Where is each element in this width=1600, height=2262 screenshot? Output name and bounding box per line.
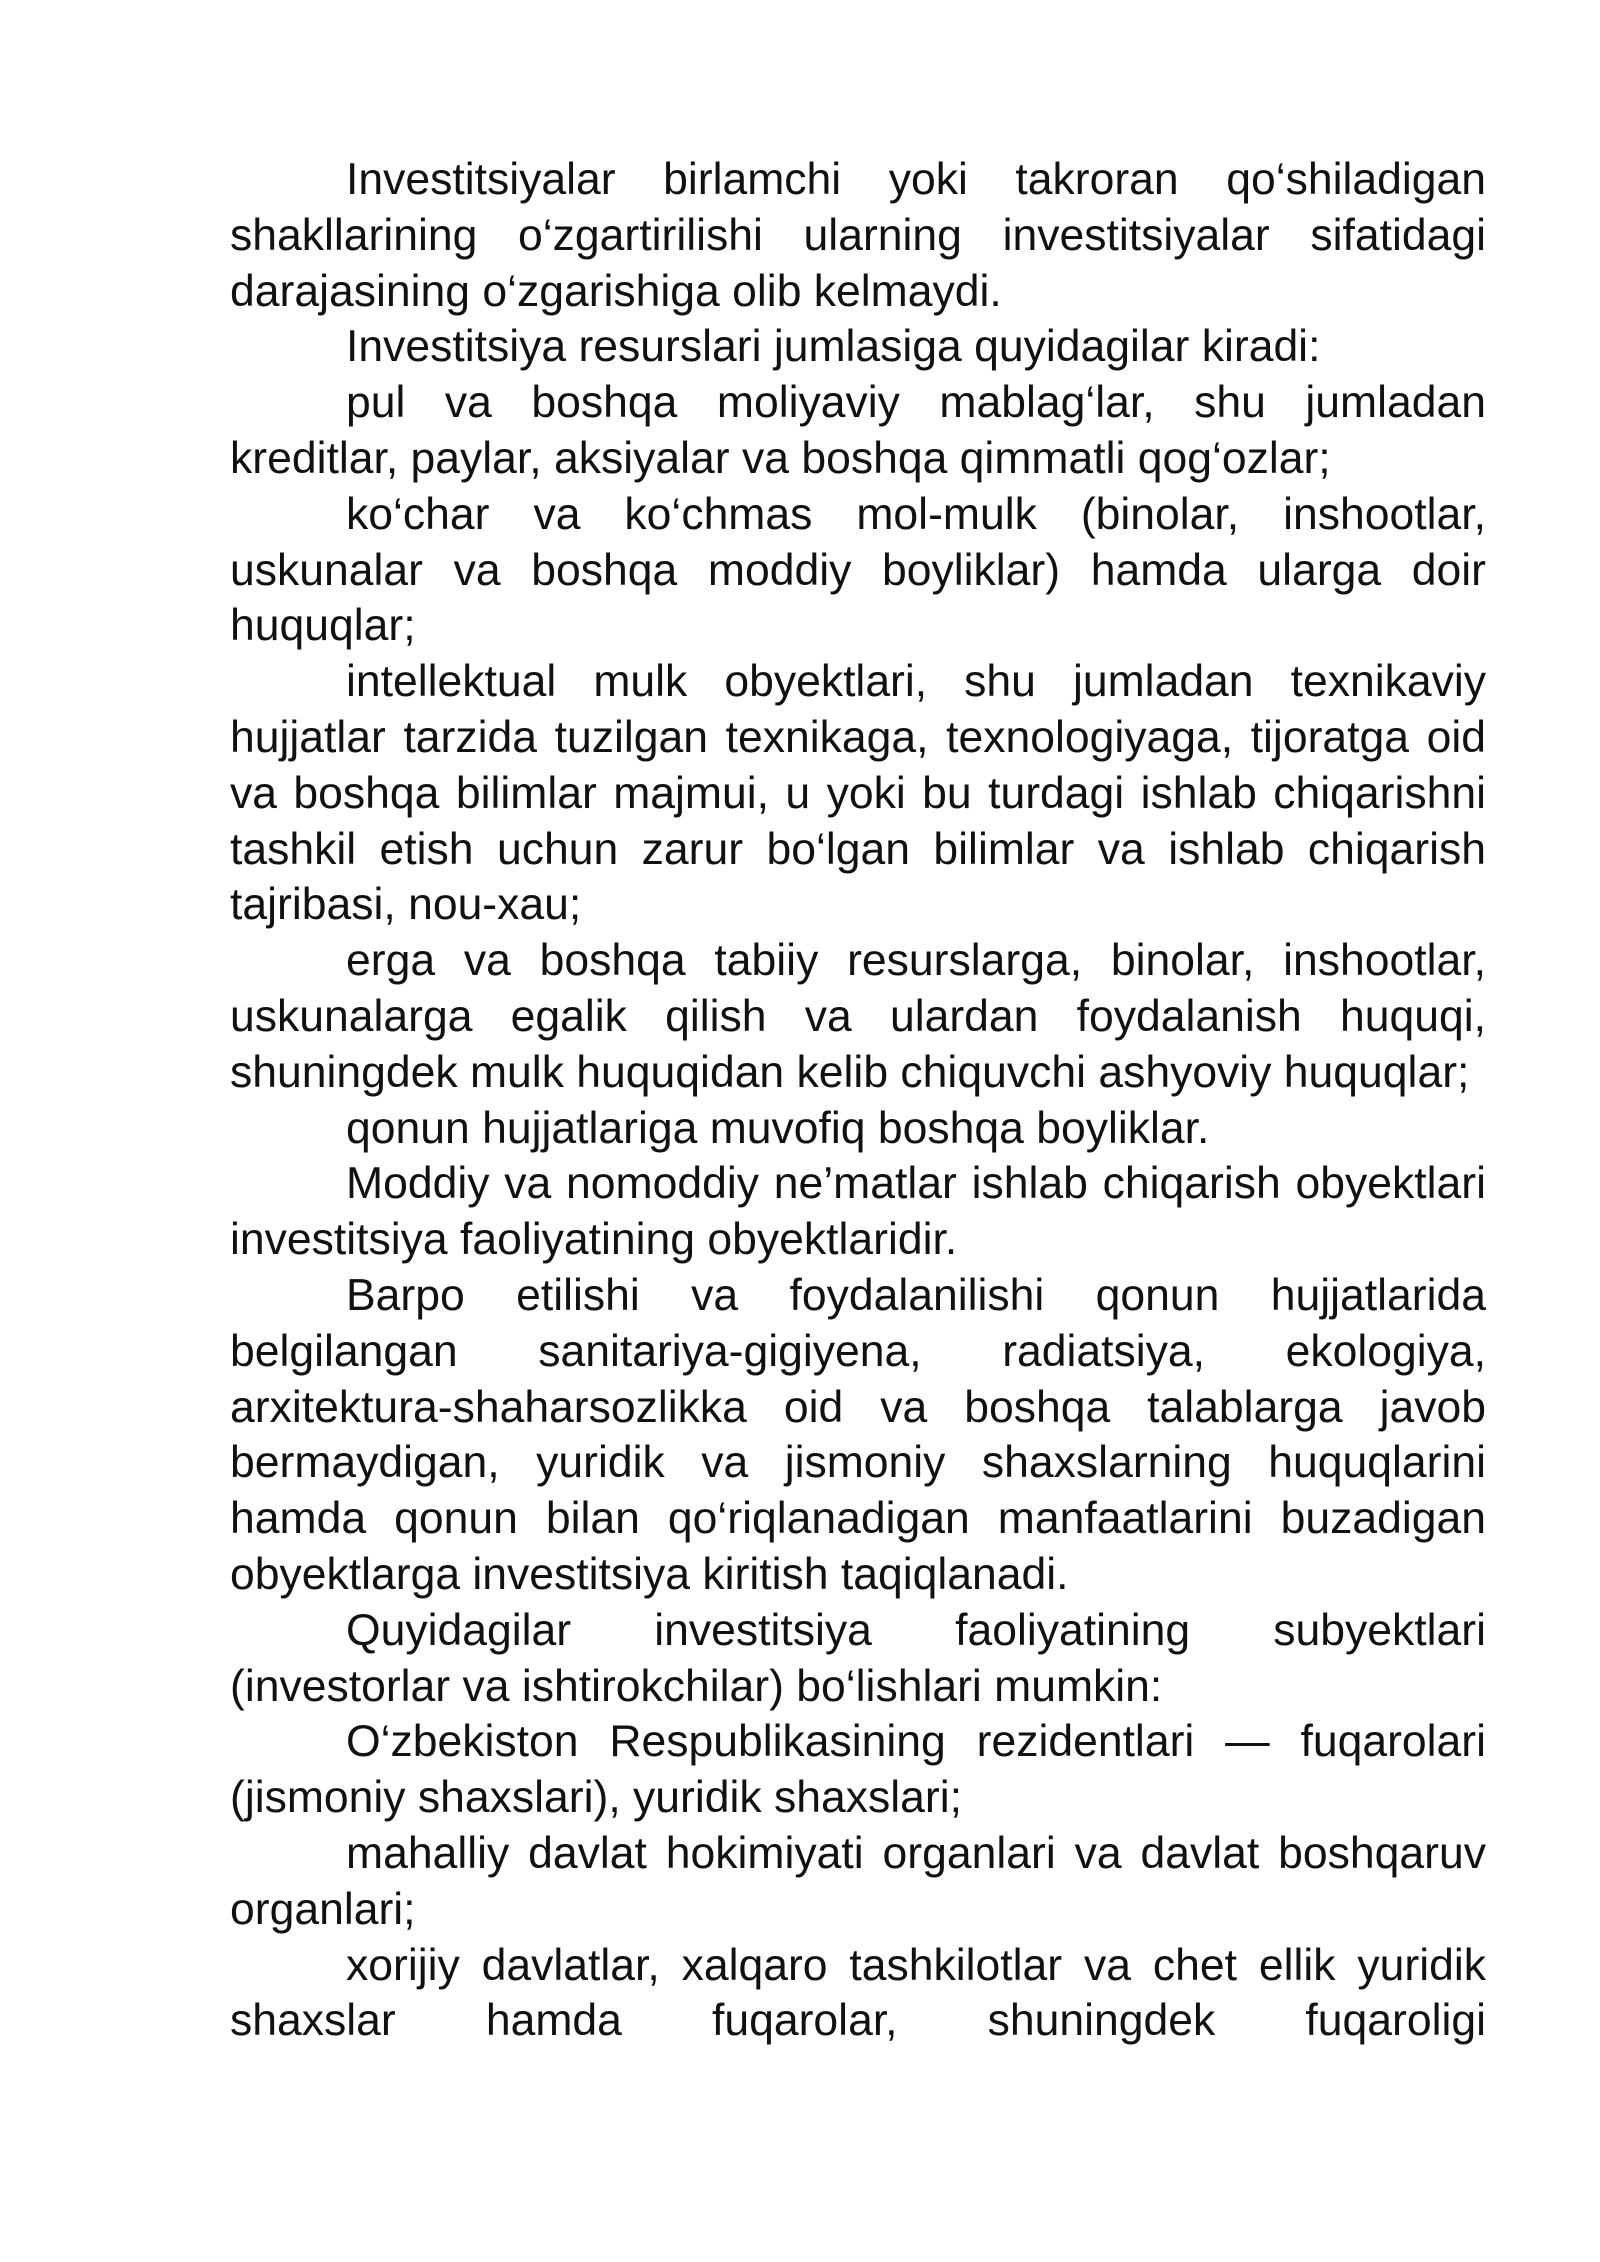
paragraph-11: O‘zbekiston Respublikasining rezidentlari — fuqarolari (jismoniy shaxslari), yuridik shaxslari; [230,1717,1486,1823]
paragraph-1: Investitsiyalar birlamchi yoki takroran qo‘shiladigan shakllarining o‘zgartirilishi ularning investitsiyalar sifatidagi darajasining o‘zgarishiga olib kelmaydi. [230,155,1486,316]
paragraph-8: Moddiy va nomoddiy ne’matlar ishlab chiqarish obyektlari investitsiya faoliyatining obyektlaridir. [230,1159,1486,1265]
paragraph-2: Investitsiya resurslari jumlasiga quyidagilar kiradi: [346,322,1321,372]
paragraph-5: intellektual mulk obyektlari, shu jumladan texnikaviy hujjatlar tarzida tuzilgan texnikaga, texnologiyaga, tijoratga oid va boshqa bilimlar majmui, u yoki bu turdagi ishlab chiqarishni tashkil etish uchun zarur bo‘lgan bilimlar va ishlab chiqarish tajribasi, nou-xau; [230,657,1486,930]
paragraph-6: erga va boshqa tabiiy resurslarga, binolar, inshootlar, uskunalarga egalik qilish va ulardan foydalanish huquqi, shuningdek mulk huquqidan kelib chiquvchi ashyoviy huquqlar; [230,936,1486,1097]
paragraph-3: pul va boshqa moliyaviy mablag‘lar, shu jumladan kreditlar, paylar, aksiyalar va boshqa qimmatli qog‘ozlar; [230,378,1486,483]
paragraph-10: Quyidagilar investitsiya faoliyatining subyektlari (investorlar va ishtirokchilar) bo‘lishlari mumkin: [230,1605,1486,1711]
document-page [230,152,1486,2049]
paragraph-12: mahalliy davlat hokimiyati organlari va davlat boshqaruv organlari; [230,1828,1486,1934]
paragraph-13: xorijiy davlatlar, xalqaro tashkilotlar va chet ellik yuridik shaxslar hamda fuqarolar, shuningdek fuqaroligi [230,1940,1486,2046]
paragraph-9: Barpo etilishi va foydalanilishi qonun hujjatlarida belgilangan sanitariya-gigiyena, radiatsiya, ekologiya, arxitektura-shaharsozlikka oid va boshqa talablarga javob bermaydigan, yuridik va jismoniy shaxslarning huquqlarini hamda qonun bilan qo‘riqlanadigan manfaatlarini buzadigan obyektlarga investitsiya kiritish taqiqlanadi. [230,1270,1486,1599]
paragraph-7: qonun hujjatlariga muvofiq boshqa boyliklar. [346,1103,1210,1153]
paragraph-4: ko‘char va ko‘chmas mol-mulk (binolar, inshootlar, uskunalar va boshqa moddiy boyliklar) hamda ularga doir huquqlar; [230,489,1486,651]
